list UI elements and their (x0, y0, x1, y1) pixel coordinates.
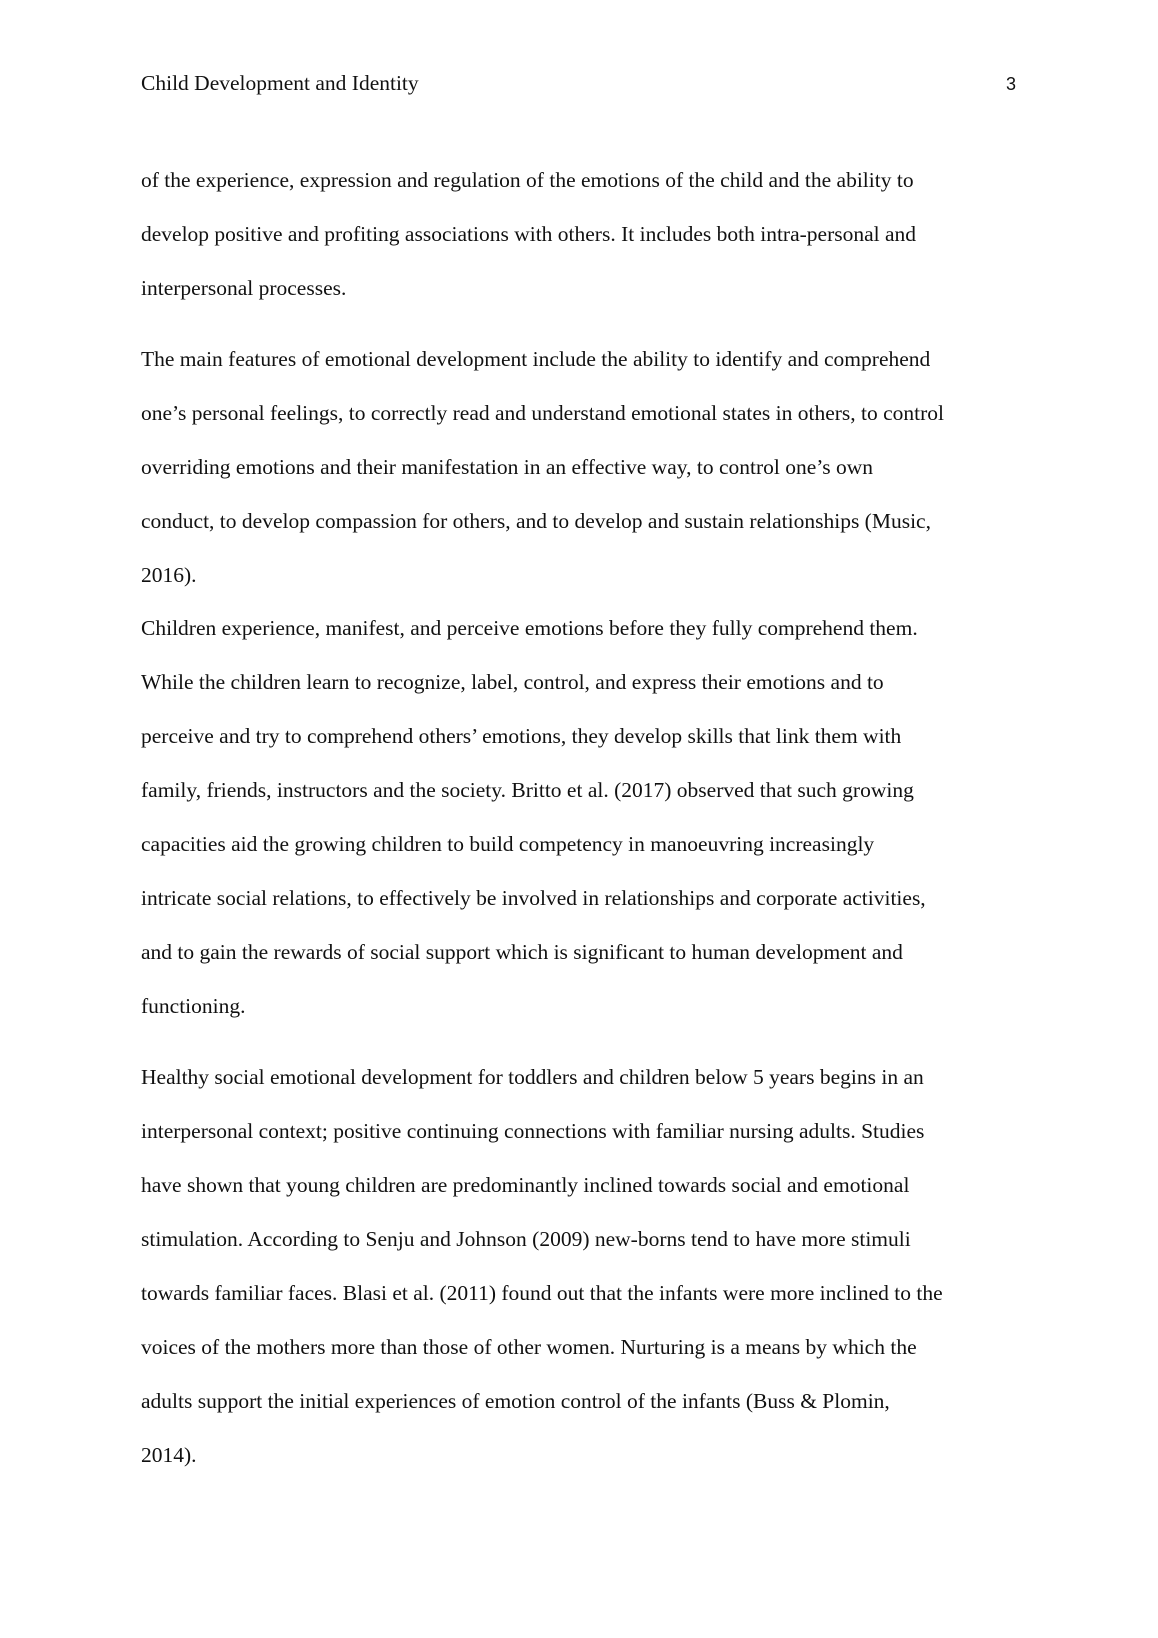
paragraph-4 (141, 1050, 1041, 1482)
paragraph-2 (141, 332, 1041, 602)
paragraph-line: The main features of emotional development include the ability to identify and comprehend (141, 347, 931, 371)
paragraph-line: develop positive and profiting associations with others. It includes both intra-personal and (141, 222, 917, 246)
paragraph-line: and to gain the rewards of social support which is significant to human development and (141, 940, 903, 964)
paragraph-line: Children experience, manifest, and perceive emotions before they fully comprehend them. (141, 616, 918, 640)
paragraph-line: 2016). (141, 563, 197, 587)
page-number: 3 (1006, 74, 1017, 94)
paragraph-1 (141, 153, 1041, 315)
paragraph-line: towards familiar faces. Blasi et al. (2011) found out that the infants were more inclined to the (141, 1281, 943, 1305)
paragraph-line: functioning. (141, 994, 246, 1018)
paragraph-line: overriding emotions and their manifestation in an effective way, to control one’s own (141, 455, 873, 479)
paragraph-line: one’s personal feelings, to correctly read and understand emotional states in others, to control (141, 401, 945, 425)
paragraph-line: family, friends, instructors and the society. Britto et al. (2017) observed that such growing (141, 778, 914, 802)
paragraph-line: intricate social relations, to effectively be involved in relationships and corporate activities, (141, 886, 926, 910)
paragraph-line: adults support the initial experiences of emotion control of the infants (Buss & Plomin, (141, 1389, 890, 1413)
paragraph-line: capacities aid the growing children to build competency in manoeuvring increasingly (141, 832, 875, 856)
paragraph-line: have shown that young children are predominantly inclined towards social and emotional (141, 1173, 910, 1197)
paragraph-line: interpersonal processes. (141, 276, 347, 300)
paragraph-line: While the children learn to recognize, label, control, and express their emotions and to (141, 670, 884, 694)
running-head: Child Development and Identity (141, 71, 419, 95)
paragraph-line: voices of the mothers more than those of other women. Nurturing is a means by which the (141, 1335, 917, 1359)
paragraph-line: perceive and try to comprehend others’ emotions, they develop skills that link them with (141, 724, 902, 748)
paragraph-line: conduct, to develop compassion for others, and to develop and sustain relationships (Music, (141, 509, 931, 533)
paragraph-line: interpersonal context; positive continuing connections with familiar nursing adults. Studies (141, 1119, 925, 1143)
paragraph-line: Healthy social emotional development for toddlers and children below 5 years begins in an (141, 1065, 924, 1089)
paragraph-line: stimulation. According to Senju and Johnson (2009) new-borns tend to have more stimuli (141, 1227, 911, 1251)
paragraph-line: of the experience, expression and regulation of the emotions of the child and the ability to (141, 168, 914, 192)
paragraph-line: 2014). (141, 1443, 197, 1467)
paragraph-3 (141, 601, 1041, 1033)
